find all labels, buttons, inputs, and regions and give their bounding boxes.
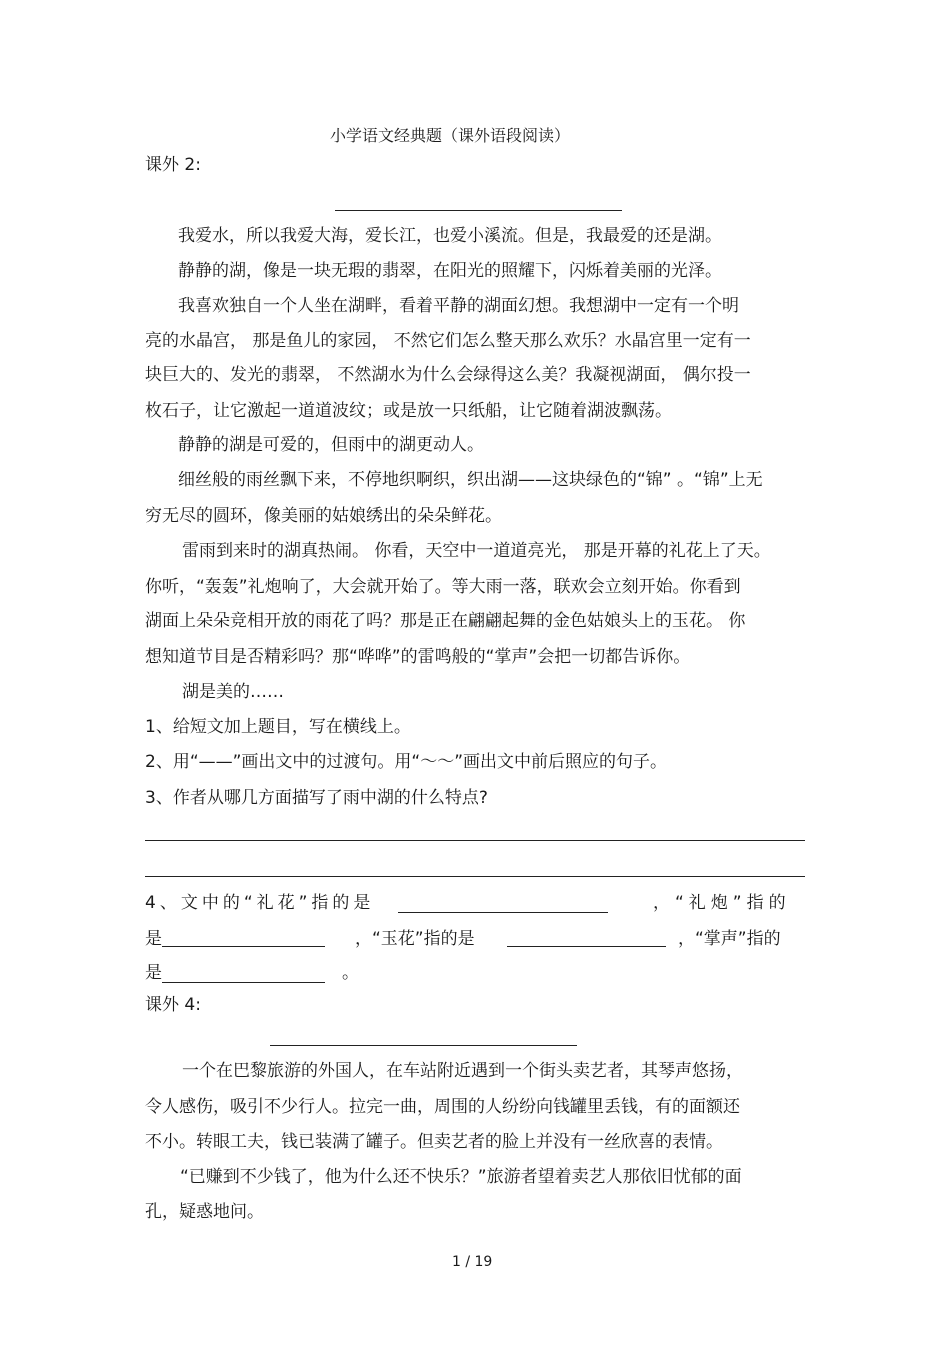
question-4-text: ，“玉花”指的是: [355, 929, 475, 949]
passage-4-line: 不小。转眼工夫，钱已装满了罐子。但卖艺者的脸上并没有一丝欣喜的表情。: [145, 1132, 723, 1152]
passage-2-line: 亮的水晶宫， 那是鱼儿的家园， 不然它们怎么整天那么欢乐？水晶宫里一定有一: [145, 331, 751, 351]
answer-blank: [162, 982, 325, 983]
passage-2-line: 穷无尽的圆环，像美丽的姑娘绣出的朵朵鲜花。: [145, 506, 502, 526]
question-4-text: ，“掌声”指的: [678, 929, 781, 949]
section-2-label: 课外 2:: [145, 155, 201, 175]
passage-2-line: 想知道节目是否精彩吗？那“哗哗”的雷鸣般的“掌声”会把一切都告诉你。: [145, 647, 691, 667]
passage-2-line: 枚石子，让它激起一道道波纹；或是放一只纸船，让它随着湖波飘荡。: [145, 401, 672, 421]
question-4-text: 。: [342, 963, 359, 983]
passage-2-line: 我喜欢独自一个人坐在湖畔，看着平静的湖面幻想。我想湖中一定有一个明: [178, 296, 739, 316]
title-answer-line: [270, 1045, 577, 1046]
passage-2-line: 你听，“轰轰”礼炮响了，大会就开始了。等大雨一落，联欢会立刻开始。你看到: [145, 577, 741, 597]
passage-2-line: 静静的湖，像是一块无瑕的翡翠，在阳光的照耀下，闪烁着美丽的光泽。: [178, 261, 722, 281]
question-4-text: 是: [145, 929, 162, 949]
passage-2-line: 块巨大的、发光的翡翠， 不然湖水为什么会绿得这么美？我凝视湖面， 偶尔投一: [145, 365, 751, 385]
passage-2-line: 我爱水，所以我爱大海，爱长江，也爱小溪流。但是，我最爱的还是湖。: [178, 226, 722, 246]
answer-blank: [398, 912, 608, 913]
title-answer-line: [335, 210, 622, 211]
passage-2-line: 雷雨到来时的湖真热闹。 你看，天空中一道道亮光， 那是开幕的礼花上了天。: [182, 541, 771, 561]
question-4-text: ，“礼炮”指的: [653, 893, 791, 913]
question-2: 2、用“——”画出文中的过渡句。用“～～”画出文中前后照应的句子。: [145, 752, 668, 772]
answer-blank: [162, 946, 325, 947]
question-4-text: 是: [145, 963, 162, 983]
passage-4-line: 孔，疑惑地问。: [145, 1202, 264, 1222]
answer-line: [145, 876, 805, 877]
passage-2-line: 静静的湖是可爱的，但雨中的湖更动人。: [178, 435, 484, 455]
answer-line: [145, 840, 805, 841]
page-number: 1 / 19: [452, 1254, 493, 1270]
passage-4-line: 一个在巴黎旅游的外国人，在车站附近遇到一个街头卖艺者，其琴声悠扬，: [182, 1061, 743, 1081]
question-4-text: 4、文中的“礼花”指的是: [145, 893, 375, 913]
passage-2-line: 湖是美的……: [182, 682, 284, 702]
section-4-label: 课外 4:: [145, 995, 201, 1015]
question-3: 3、作者从哪几方面描写了雨中湖的什么特点?: [145, 788, 488, 808]
passage-2-line: 湖面上朵朵竞相开放的雨花了吗？那是正在翩翩起舞的金色姑娘头上的玉花。 你: [145, 611, 746, 631]
answer-blank: [507, 946, 666, 947]
question-1: 1、给短文加上题目，写在横线上。: [145, 717, 411, 737]
passage-4-line: 令人感伤，吸引不少行人。拉完一曲，周围的人纷纷向钱罐里丢钱，有的面额还: [145, 1097, 740, 1117]
page-title: 小学语文经典题（课外语段阅读）: [330, 126, 571, 145]
passage-4-line: “已赚到不少钱了，他为什么还不快乐？”旅游者望着卖艺人那依旧忧郁的面: [180, 1167, 742, 1187]
passage-2-line: 细丝般的雨丝飘下来，不停地织啊织，织出湖——这块绿色的“锦” 。“锦”上无: [178, 470, 763, 490]
